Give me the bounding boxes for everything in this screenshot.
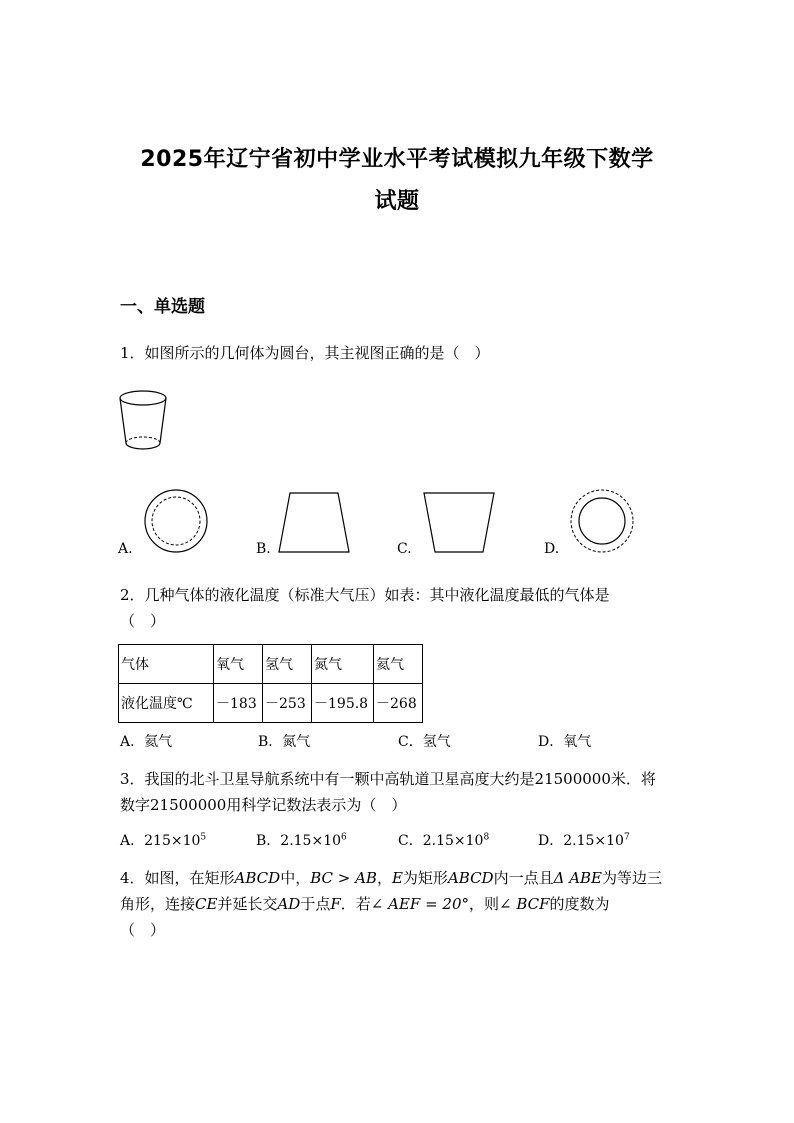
option-d-figure xyxy=(568,489,636,553)
page-title-line2: 试题 xyxy=(374,189,420,214)
page-title-line1: 2025年辽宁省初中学业水平考试模拟九年级下数学 xyxy=(140,147,654,172)
question-4-line1: 4．如图，在矩形ABCD中，BC > AB，E为矩形ABCD内一点且Δ ABE为等边三 xyxy=(120,869,663,887)
q1-option-c[interactable]: C. xyxy=(397,541,412,557)
option-value: 215×10 xyxy=(144,833,201,849)
table-row xyxy=(119,645,423,684)
q3-option-b[interactable] xyxy=(256,830,347,850)
q2-option-a[interactable]: A．氦气 xyxy=(120,734,173,750)
option-exponent: 8 xyxy=(483,832,490,843)
table-cell: 氦气 xyxy=(374,645,423,684)
option-label: A． xyxy=(120,833,145,849)
table-cell: 氧气 xyxy=(214,645,263,684)
option-b-figure xyxy=(276,492,352,554)
question-4-line2: 角形，连接CE并延长交AD于点F．若∠ AEF = 20°，则∠ BCF的度数为 xyxy=(120,895,610,913)
q3-option-c[interactable] xyxy=(398,830,489,850)
question-2-text xyxy=(120,582,700,634)
table-cell: －253 xyxy=(263,684,312,723)
question-3-line1: 3．我国的北斗卫星导航系统中有一颗中高轨道卫星高度大约是21500000米．将 xyxy=(120,770,656,788)
option-value: 2.15×10 xyxy=(563,833,624,849)
q2-option-d[interactable]: D．氧气 xyxy=(538,734,592,750)
question-4-text xyxy=(120,865,690,943)
q3-option-d[interactable] xyxy=(538,830,630,850)
section-heading: 一、单选题 xyxy=(120,297,205,317)
q1-option-b[interactable]: B. xyxy=(256,541,271,557)
q1-option-d[interactable]: D. xyxy=(544,541,560,557)
option-value: 2.15×10 xyxy=(280,833,342,849)
option-label: B． xyxy=(256,833,281,849)
question-2-line1: 2．几种气体的液化温度（标准大气压）如表：其中液化温度最低的气体是 xyxy=(120,586,610,604)
table-cell: －268 xyxy=(374,684,423,723)
q1-option-a[interactable]: A. xyxy=(118,541,133,557)
question-1-text: 1．如图所示的几何体为圆台，其主视图正确的是（ ） xyxy=(120,344,490,362)
gas-table xyxy=(118,644,423,723)
question-3-line2: 数字21500000用科学记数法表示为（ ） xyxy=(120,796,407,814)
table-cell: 氢气 xyxy=(263,645,312,684)
frustum-figure xyxy=(118,388,170,456)
option-c-figure xyxy=(421,492,497,554)
table-cell: －195.8 xyxy=(312,684,374,723)
option-a-figure xyxy=(142,489,210,553)
table-row xyxy=(119,684,423,723)
q3-option-a[interactable] xyxy=(120,830,206,850)
option-label: C． xyxy=(398,833,423,849)
q2-option-b[interactable]: B．氮气 xyxy=(258,734,311,750)
question-2-line2: （ ） xyxy=(120,612,166,630)
table-cell: 液化温度℃ xyxy=(119,684,214,723)
option-exponent: 7 xyxy=(623,832,630,843)
option-label: D． xyxy=(538,833,564,849)
table-cell: 氮气 xyxy=(312,645,374,684)
option-value: 2.15×10 xyxy=(422,833,484,849)
option-exponent: 6 xyxy=(341,832,347,843)
question-3-text xyxy=(120,766,700,818)
option-exponent: 5 xyxy=(200,832,207,843)
q2-option-c[interactable]: C．氢气 xyxy=(398,734,451,750)
table-cell: －183 xyxy=(214,684,263,723)
question-4-line3: （ ） xyxy=(120,921,166,939)
table-cell: 气体 xyxy=(119,645,214,684)
